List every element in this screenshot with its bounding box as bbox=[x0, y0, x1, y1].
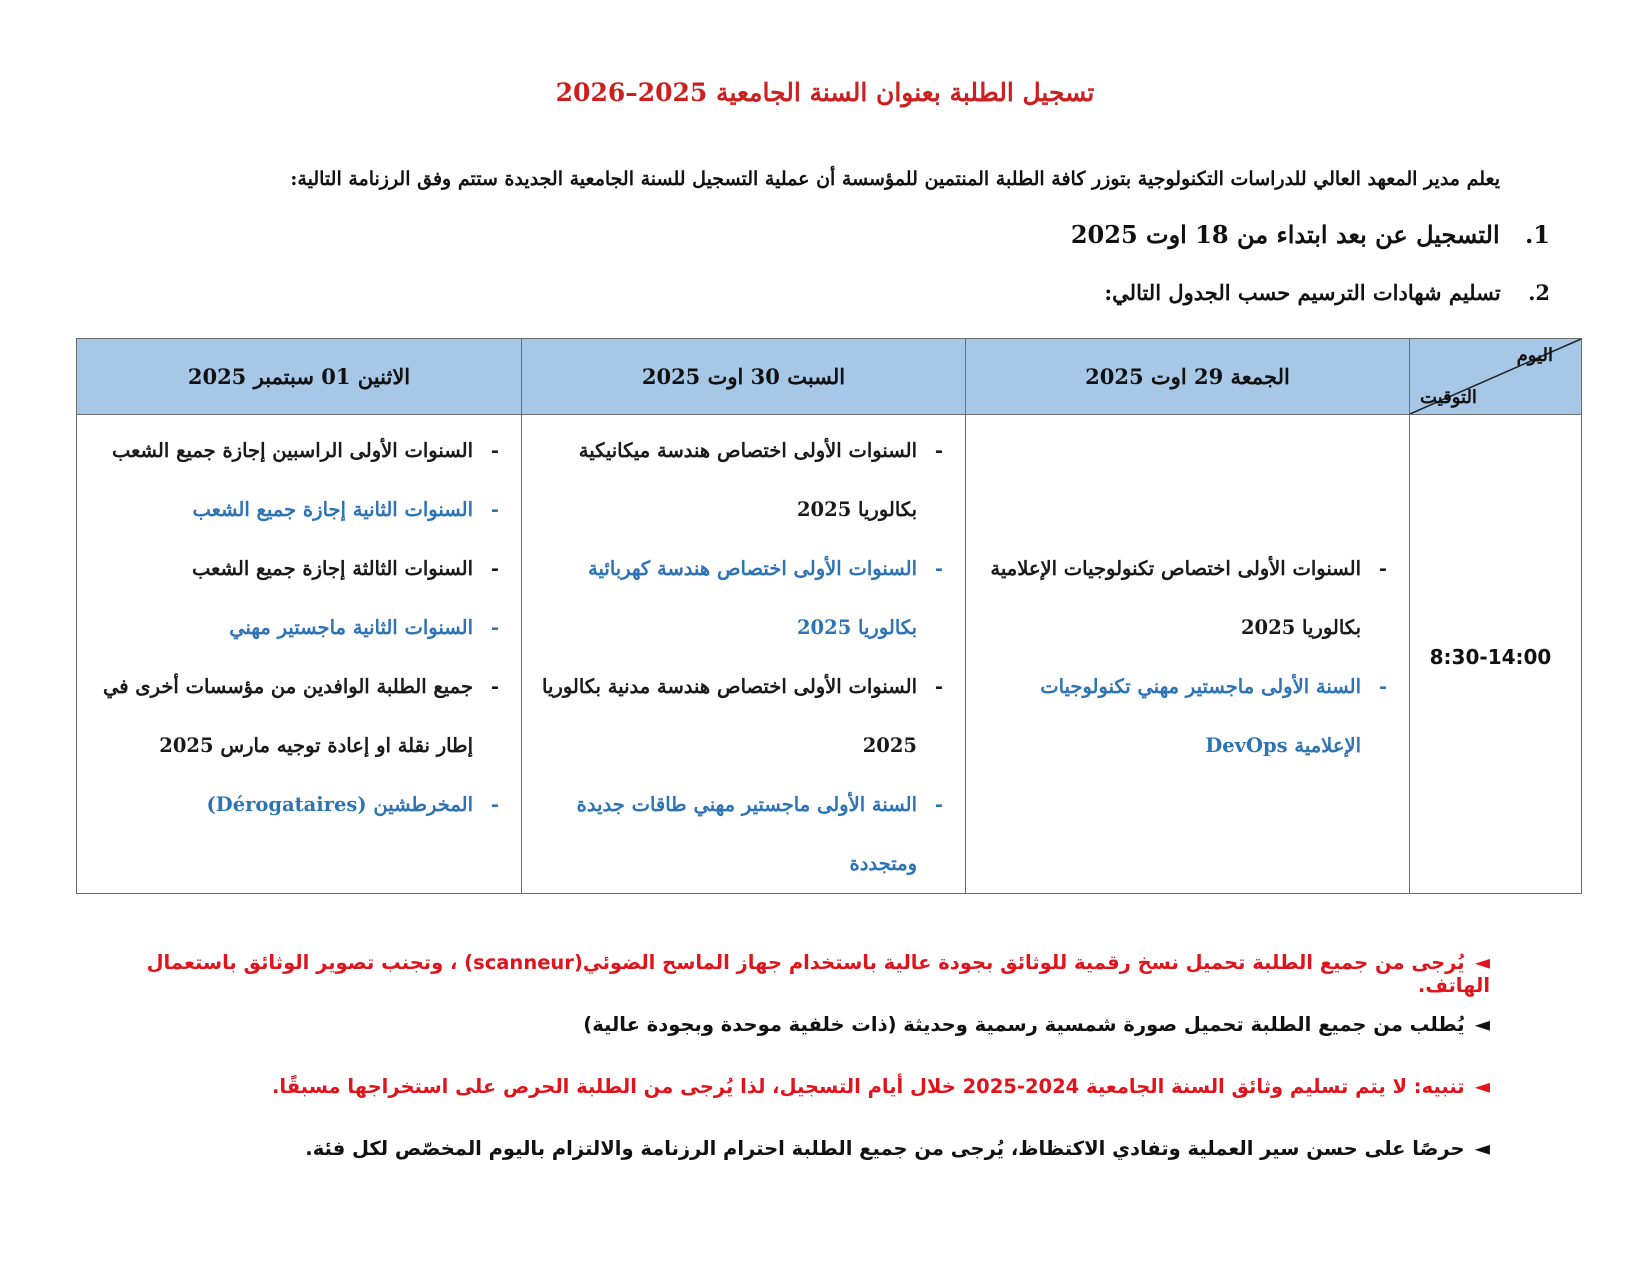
time-slot: 8:30-14:00 bbox=[1410, 415, 1582, 894]
left-pointer-icon: ◄ bbox=[1474, 1136, 1490, 1160]
left-pointer-icon: ◄ bbox=[1474, 1012, 1490, 1036]
header-saturday: السبت 30 اوت 2025 bbox=[522, 339, 966, 415]
intro-paragraph: يعلم مدير المعهد العالي للدراسات التكنولوجية بتوزر كافة الطلبة المنتمين للمؤسسة أن عملية التسجيل للسنة الجامعية الجديدة ستتم وفق الرزنامة التالية: bbox=[290, 168, 1500, 190]
note-text: يُطلب من جميع الطلبة تحميل صورة شمسية رسمية وحديثة (ذات خلفية موحدة وبجودة عالية) bbox=[583, 1013, 1465, 1036]
monday-item: - السنوات الثانية إجازة جميع الشعب bbox=[87, 480, 501, 539]
step-2-number: 2. bbox=[1528, 280, 1550, 305]
step-2-text: تسليم شهادات الترسيم حسب الجدول التالي: bbox=[1104, 280, 1501, 305]
corner-cell bbox=[1410, 339, 1582, 415]
friday-item: - السنوات الأولى اختصاص تكنولوجيات الإعلامية بكالوريا 2025 bbox=[976, 539, 1389, 657]
corner-day-label: اليوم bbox=[1516, 345, 1553, 366]
note-respect-schedule bbox=[70, 1136, 1490, 1160]
note-text: حرصًا على حسن سير العملية وتفادي الاكتظاظ، يُرجى من جميع الطلبة احترام الرزنامة والالتزام باليوم المخصّص لكل فئة. bbox=[305, 1137, 1465, 1160]
step-1 bbox=[250, 220, 1550, 249]
saturday-item: - السنوات الأولى اختصاص هندسة ميكانيكية بكالوريا 2025 bbox=[532, 421, 945, 539]
header-friday: الجمعة 29 اوت 2025 bbox=[966, 339, 1410, 415]
schedule-body-row bbox=[77, 415, 1582, 894]
saturday-item: - السنة الأولى ماجستير مهني طاقات جديدة ومتجددة bbox=[532, 775, 945, 893]
monday-item: - المخرطشين (Dérogataires) bbox=[87, 775, 501, 834]
step-1-number: 1. bbox=[1524, 220, 1550, 249]
header-monday: الاثنين 01 سبتمبر 2025 bbox=[77, 339, 522, 415]
monday-item: - السنوات الأولى الراسبين إجازة جميع الشعب bbox=[87, 421, 501, 480]
friday-item: - السنة الأولى ماجستير مهني تكنولوجيات الإعلامية DevOps bbox=[976, 657, 1389, 775]
saturday-item: - السنوات الأولى اختصاص هندسة مدنية بكالوريا 2025 bbox=[532, 657, 945, 775]
saturday-item: - السنوات الأولى اختصاص هندسة كهربائية بكالوريا 2025 bbox=[532, 539, 945, 657]
step-2 bbox=[250, 280, 1550, 305]
schedule-header-row bbox=[77, 339, 1582, 415]
friday-cell bbox=[966, 415, 1410, 894]
note-scan-documents bbox=[70, 950, 1490, 997]
note-warning bbox=[70, 1074, 1490, 1098]
saturday-cell bbox=[522, 415, 966, 894]
schedule-table bbox=[76, 338, 1582, 894]
monday-item: - جميع الطلبة الوافدين من مؤسسات أخرى في إطار نقلة او إعادة توجيه مارس 2025 bbox=[87, 657, 501, 775]
step-1-text: التسجيل عن بعد ابتداء من 18 اوت 2025 bbox=[1070, 220, 1500, 249]
page-title: تسجيل الطلبة بعنوان السنة الجامعية 2025–2026 bbox=[555, 78, 1095, 107]
note-text: يُرجى من جميع الطلبة تحميل نسخ رقمية للوثائق بجودة عالية باستخدام جهاز الماسح الضوئي(scanneur) ، وتجنب تصوير الوثائق باستعمال الهاتف. bbox=[146, 951, 1490, 997]
left-pointer-icon: ◄ bbox=[1474, 950, 1490, 974]
note-text: تنبيه: لا يتم تسليم وثائق السنة الجامعية 2024-2025 خلال أيام التسجيل، لذا يُرجى من الطلبة الحرص على استخراجها مسبقًا. bbox=[271, 1075, 1465, 1098]
note-photo bbox=[70, 1012, 1490, 1036]
monday-cell bbox=[77, 415, 522, 894]
corner-time-label: التوقيت bbox=[1420, 387, 1477, 408]
left-pointer-icon: ◄ bbox=[1474, 1074, 1490, 1098]
monday-item: - السنوات الثالثة إجازة جميع الشعب bbox=[87, 539, 501, 598]
monday-item: - السنوات الثانية ماجستير مهني bbox=[87, 598, 501, 657]
